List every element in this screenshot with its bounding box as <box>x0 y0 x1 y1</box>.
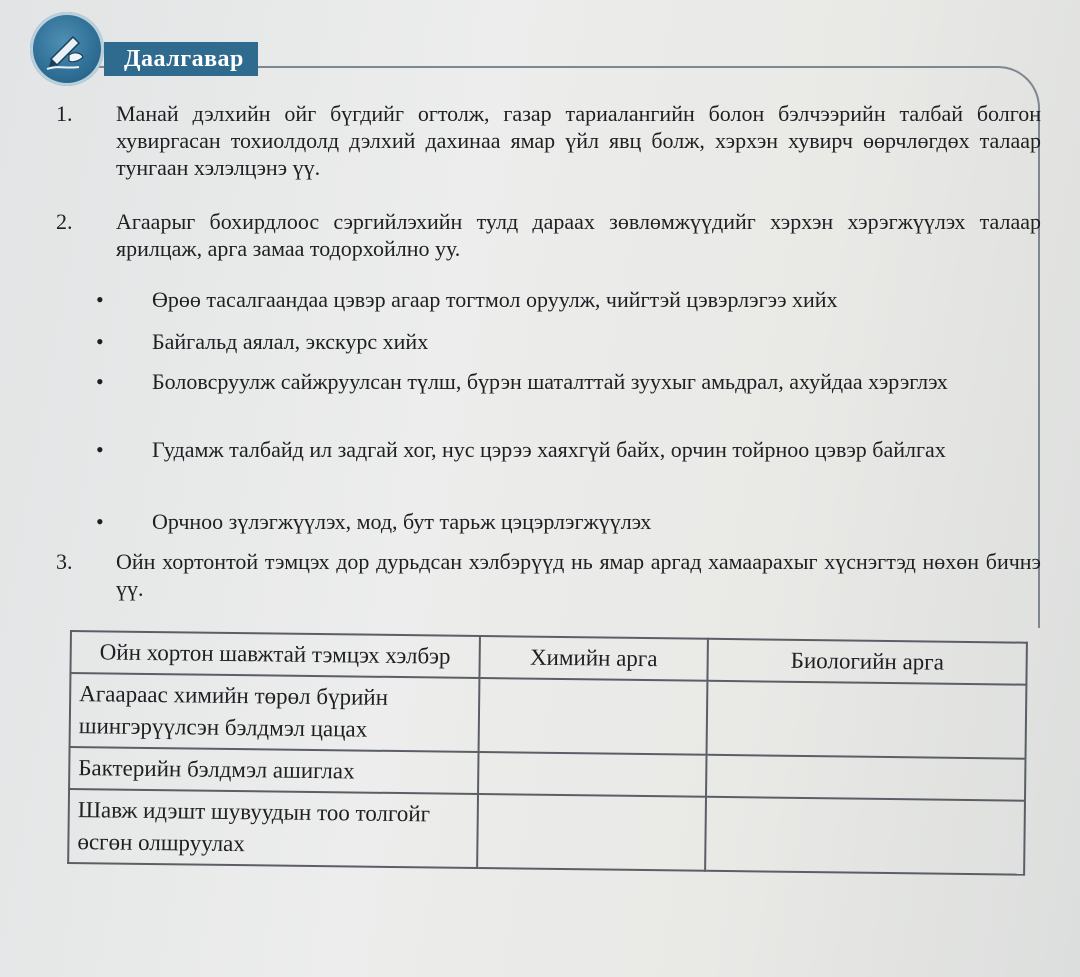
bullet-icon: • <box>96 329 104 354</box>
bullet-icon: • <box>96 369 104 394</box>
table-cell-chemical[interactable] <box>478 752 707 797</box>
column-header-method: Ойн хортон шавжтай тэмцэх хэлбэр <box>70 631 479 678</box>
table-cell-biological[interactable] <box>705 797 1025 875</box>
bullet-icon: • <box>96 287 104 312</box>
table-cell-method: Бактерийн бэлдмэл ашиглах <box>69 747 478 794</box>
task-number: 1. <box>56 101 73 126</box>
bullet-item <box>96 286 1046 313</box>
task-text: Ойн хортонтой тэмцэх дор дурьдсан хэлбэрүүд нь ямар аргад хамаарахыг хүснэгтэд нөхөн бичнэ үү. <box>116 549 1041 601</box>
bullet-item <box>96 508 1046 535</box>
table-row <box>70 673 1027 759</box>
bullet-text: Орчноо зүлэгжүүлэх, мод, бут тарьж цэцэрлэгжүүлэх <box>152 509 652 534</box>
column-header-chemical: Химийн арга <box>479 636 708 681</box>
bullet-item <box>96 328 1046 355</box>
bullet-text: Өрөө тасалгаандаа цэвэр агаар тогтмол оруулж, чийгтэй цэвэрлэгээ хийх <box>152 287 838 312</box>
task-number: 2. <box>56 209 73 234</box>
table-cell-biological[interactable] <box>706 755 1025 801</box>
table-row <box>68 789 1025 875</box>
table-cell-chemical[interactable] <box>477 794 706 871</box>
table-cell-method: Шавж идэшт шувуудын тоо толгойг өсгөн олшруулах <box>68 789 478 868</box>
bullet-icon: • <box>96 437 104 462</box>
section-title: Даалгавар <box>104 42 258 76</box>
bullet-text: Боловсруулж сайжруулсан түлш, бүрэн шаталттай зуухыг амьдрал, ахуйдаа хэрэглэх <box>152 369 948 394</box>
pest-control-table <box>67 630 1028 876</box>
task-number: 3. <box>56 549 73 574</box>
task-3 <box>56 548 1041 602</box>
task-1 <box>56 100 1041 181</box>
table-cell-biological[interactable] <box>707 681 1027 759</box>
bullet-text: Гудамж талбайд ил задгай хог, нус цэрээ хаяхгүй байх, орчин тойрноо цэвэр байлгах <box>152 437 946 462</box>
bullet-text: Байгальд аялал, экскурс хийх <box>152 329 429 354</box>
bullet-item <box>96 368 1046 395</box>
column-header-biological: Биологийн арга <box>708 639 1027 685</box>
bullet-item <box>96 436 1046 463</box>
task-text: Манай дэлхийн ойг бүгдийг огтолж, газар тариалангийн болон бэлчээрийн талбай болгон хувиргасан тохиолдолд дэлхий дахинаа ямар үйл явц болж, хэрхэн хувирч өөрчлөгдөх талаар тунгаан хэлэлцэнэ үү. <box>116 101 1041 180</box>
task-2 <box>56 208 1041 262</box>
table-cell-chemical[interactable] <box>478 678 707 755</box>
table-cell-method: Агаараас химийн төрөл бүрийн шингэрүүлсэн бэлдмэл цацах <box>70 673 480 752</box>
bullet-icon: • <box>96 509 104 534</box>
task-text: Агаарыг бохирдлоос сэргийлэхийн тулд дараах зөвлөмжүүдийг хэрхэн хэрэгжүүлэх талаар ярилцаж, арга замаа тодорхойлно уу. <box>116 209 1041 261</box>
writing-hand-icon <box>30 12 104 86</box>
